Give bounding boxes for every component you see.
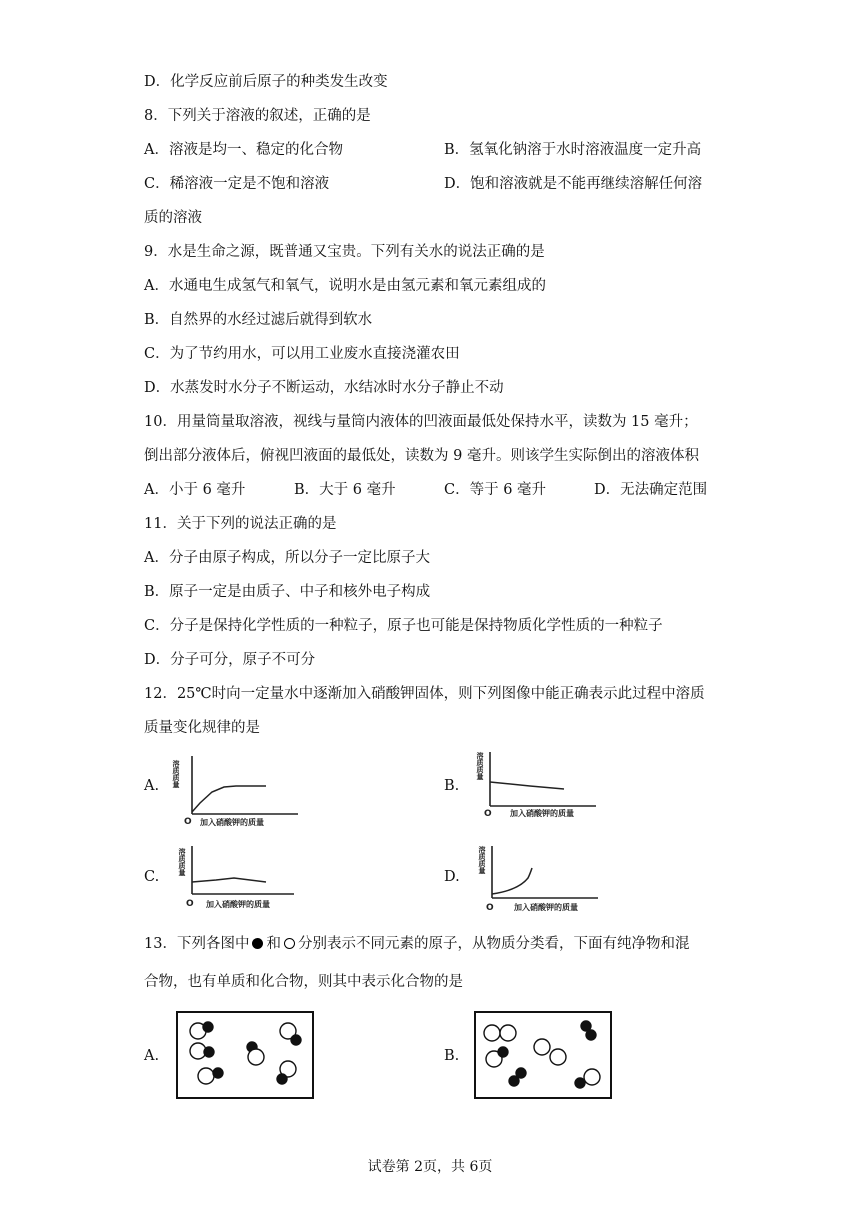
q12-graph-b-curve [490, 782, 564, 789]
q10-stem-line2: 倒出部分液体后，俯视凹液面的最低处，读数为 9 毫升。则该学生实际倒出的溶液体积 [144, 448, 699, 464]
q10-option-a: A．小于 6 毫升 [144, 482, 246, 498]
q11-option-b: B．原子一定是由质子、中子和核外电子构成 [144, 584, 431, 600]
q8-option-d-continued: 质的溶液 [144, 210, 202, 226]
q12-graph-c-origin: O [186, 899, 194, 909]
q9-option-c: C．为了节约用水，可以用工业废水直接浇灌农田 [144, 346, 460, 362]
q12-graph-b-ylabel: 溶质质量 [476, 752, 484, 780]
q12-graph-c-xlabel: 加入硝酸钾的质量 [206, 900, 270, 909]
q12-label-d: D. [444, 869, 460, 885]
q8-option-b: B．氢氧化钠溶于水时溶液温度一定升高 [444, 142, 702, 158]
q12-graph-d [470, 838, 610, 918]
q12-graph-a-origin: O [184, 817, 192, 827]
q12-graph-a-xlabel: 加入硝酸钾的质量 [200, 818, 264, 827]
page-footer: 试卷第 2页，共 6页 [367, 1159, 493, 1175]
q12-label-c: C. [144, 869, 160, 885]
black-atom-icon [252, 938, 263, 949]
q11-option-d: D．分子可分，原子不可分 [144, 652, 316, 668]
q11-option-a: A．分子由原子构成，所以分子一定比原子大 [144, 550, 430, 566]
q12-graph-d-origin: O [486, 903, 494, 913]
q12-graph-d-ylabel: 溶质质量 [478, 846, 486, 874]
q13-stem-line2: 合物，也有单质和化合物，则其中表示化合物的是 [144, 974, 463, 990]
q12-graph-d-curve [492, 868, 532, 894]
q10-stem-line1: 10．用量筒量取溶液，视线与量筒内液体的凹液面最低处保持水平，读数为 15 毫升； [144, 414, 698, 430]
q12-graph-a [170, 748, 310, 828]
q12-stem-line2: 质量变化规律的是 [144, 720, 260, 736]
q12-graph-b-xlabel: 加入硝酸钾的质量 [510, 809, 574, 818]
q13-stem-part2: 和 [266, 936, 281, 952]
q13-diagram-a [176, 1011, 316, 1101]
q8-option-a: A．溶液是均一、稳定的化合物 [144, 142, 343, 158]
q12-graph-a-ylabel: 溶质质量 [172, 760, 180, 788]
q10-option-c: C．等于 6 毫升 [444, 482, 547, 498]
q13-stem-part3: 分别表示不同元素的原子，从物质分类看，下面有纯净物和混 [297, 936, 690, 952]
q12-label-b: B. [444, 778, 460, 794]
q11-stem: 11．关于下列的说法正确的是 [144, 516, 337, 532]
q12-graph-c-curve [192, 878, 266, 882]
q12-graph-c [170, 838, 310, 918]
q12-graph-a-curve [192, 786, 266, 812]
q12-graph-b [470, 746, 610, 826]
q8-option-d: D．饱和溶液就是不能再继续溶解任何溶 [444, 176, 703, 192]
white-atom-icon [284, 938, 295, 949]
q12-graph-c-ylabel: 溶质质量 [178, 848, 186, 876]
q7-option-d: D．化学反应前后原子的种类发生改变 [144, 74, 388, 90]
q13-label-a: A. [144, 1048, 160, 1064]
q9-option-a: A．水通电生成氢气和氧气，说明水是由氢元素和氧元素组成的 [144, 278, 546, 294]
q12-graph-b-origin: O [484, 809, 492, 819]
q9-stem: 9．水是生命之源，既普通又宝贵。下列有关水的说法正确的是 [144, 244, 545, 260]
q11-option-c: C．分子是保持化学性质的一种粒子，原子也可能是保持物质化学性质的一种粒子 [144, 618, 663, 634]
q13-label-b: B. [444, 1048, 460, 1064]
q13-stem-line1 [144, 934, 689, 954]
q12-label-a: A. [144, 778, 160, 794]
q10-option-d: D．无法确定范围 [594, 482, 708, 498]
q8-option-c: C．稀溶液一定是不饱和溶液 [144, 176, 330, 192]
q12-graph-d-xlabel: 加入硝酸钾的质量 [514, 903, 578, 912]
q9-option-d: D．水蒸发时水分子不断运动，水结冰时水分子静止不动 [144, 380, 504, 396]
q13-diagram-b [474, 1011, 614, 1101]
q12-stem-line1: 12．25℃时向一定量水中逐渐加入硝酸钾固体，则下列图像中能正确表示此过程中溶质 [144, 686, 705, 702]
q9-option-b: B．自然界的水经过滤后就得到软水 [144, 312, 373, 328]
q8-stem: 8．下列关于溶液的叙述，正确的是 [144, 108, 371, 124]
q10-option-b: B．大于 6 毫升 [294, 482, 396, 498]
q13-stem-part1: 13．下列各图中 [144, 936, 250, 952]
